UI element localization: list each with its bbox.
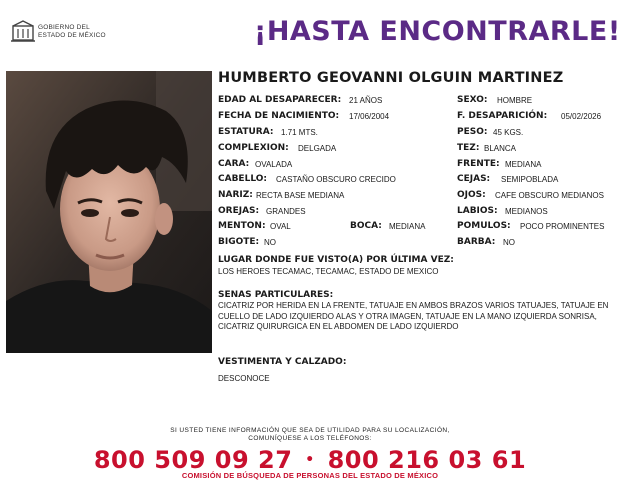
- phone-1[interactable]: 800 509 09 27: [93, 446, 293, 474]
- field-value: POCO PROMINENTES: [520, 222, 605, 231]
- field-label: OJOS:: [457, 190, 486, 200]
- field-orejas: [218, 206, 306, 216]
- field-estatura: [218, 127, 318, 137]
- field-value: NO: [264, 238, 276, 247]
- field-boca: [350, 221, 426, 231]
- person-name: HUMBERTO GEOVANNI OLGUIN MARTINEZ: [218, 70, 564, 86]
- field-labios: [457, 206, 548, 216]
- field-value: SEMIPOBLADA: [501, 175, 559, 184]
- field-value: GRANDES: [266, 207, 306, 216]
- phone-separator: •: [305, 452, 315, 468]
- field-edad: [218, 95, 383, 105]
- field-sexo: [457, 95, 533, 105]
- field-value: OVALADA: [255, 160, 293, 169]
- gov-line-2: ESTADO DE MÉXICO: [38, 32, 106, 39]
- field-tez: [457, 143, 517, 153]
- field-value: OVAL: [270, 222, 291, 231]
- marks-text: CICATRIZ POR HERIDA EN LA FRENTE, TATUAJE EN AMBOS BRAZOS VARIOS TATUAJES, TATUAJE EN CUELLO DE LADO IZQUIERDO ALAS Y OTRA IMAGEN, TATUAJE EN LA MANO IZQUIERDA SONRISA, CICATRIZ QUIRURGICA EN EL ABDOMEN DE LADO IZQUIERDO: [218, 301, 609, 331]
- field-label: FECHA DE NACIMIENTO:: [218, 111, 340, 121]
- field-label: CABELLO:: [218, 174, 267, 184]
- field-value: MEDIANA: [389, 222, 426, 231]
- field-label: NARIZ:: [218, 190, 253, 200]
- field-value: 45 KGS.: [493, 128, 524, 137]
- field-value: NO: [503, 238, 515, 247]
- field-nariz: [218, 190, 345, 200]
- field-label: PESO:: [457, 127, 488, 137]
- field-ojos: [457, 190, 604, 200]
- gov-line-1: GOBIERNO DEL: [38, 24, 90, 31]
- field-label: FRENTE:: [457, 159, 500, 169]
- field-label: ESTATURA:: [218, 127, 274, 137]
- government-logo: [10, 20, 120, 50]
- footer-note-line-1: SI USTED TIENE INFORMACIÓN QUE SEA DE UTILIDAD PARA SU LOCALIZACIÓN,: [170, 427, 450, 434]
- field-value: RECTA BASE MEDIANA: [256, 191, 345, 200]
- clothing-title: VESTIMENTA Y CALZADO:: [218, 357, 347, 367]
- field-value: 21 AÑOS: [349, 96, 383, 105]
- field-label: TEZ:: [457, 143, 480, 153]
- clothing-text: DESCONOCE: [218, 374, 270, 383]
- field-label: CEJAS:: [457, 174, 491, 184]
- last-seen-title: LUGAR DONDE FUE VISTO(A) POR ÚLTIMA VEZ:: [218, 255, 454, 265]
- field-label: SEXO:: [457, 95, 488, 105]
- field-value: CAFE OBSCURO MEDIANOS: [495, 191, 604, 200]
- phone-numbers: [0, 446, 620, 474]
- field-value: 1.71 MTS.: [281, 128, 318, 137]
- field-bigote: [218, 237, 276, 247]
- field-value: DELGADA: [298, 144, 337, 153]
- field-menton: [218, 221, 291, 231]
- field-value: HOMBRE: [497, 96, 533, 105]
- headline: ¡HASTA ENCONTRARLE!: [254, 16, 621, 47]
- field-peso: [457, 127, 524, 137]
- field-label: OREJAS:: [218, 206, 260, 216]
- field-value: MEDIANOS: [505, 207, 548, 216]
- photo-illustration: [6, 71, 212, 353]
- field-label: POMULOS:: [457, 221, 511, 231]
- last-seen-text: LOS HEROES TECAMAC, TECAMAC, ESTADO DE MEXICO: [218, 267, 439, 276]
- field-complexion: [218, 143, 337, 153]
- field-fecha-nacimiento: [218, 111, 390, 121]
- field-label: LABIOS:: [457, 206, 498, 216]
- field-frente: [457, 159, 542, 169]
- field-label: MENTON:: [218, 221, 266, 231]
- field-label: EDAD AL DESAPARECER:: [218, 95, 342, 105]
- state-emblem-icon: [10, 20, 36, 44]
- field-value: BLANCA: [484, 144, 517, 153]
- field-label: COMPLEXION:: [218, 143, 289, 153]
- commission-name: COMISIÓN DE BÚSQUEDA DE PERSONAS DEL ESTADO DE MÉXICO: [181, 471, 439, 480]
- field-value: CASTAÑO OBSCURO CRECIDO: [276, 175, 396, 184]
- field-barba: [457, 237, 515, 247]
- field-label: F. DESAPARICIÓN:: [457, 111, 548, 121]
- footer-note-line-2: COMUNÍQUESE A LOS TELÉFONOS:: [248, 435, 372, 442]
- field-cejas: [457, 174, 559, 184]
- marks-title: SENAS PARTICULARES:: [218, 290, 334, 300]
- field-value: 05/02/2026: [561, 112, 602, 121]
- field-pomulos: [457, 221, 605, 231]
- field-value: 17/06/2004: [349, 112, 390, 121]
- field-label: BIGOTE:: [218, 237, 260, 247]
- person-photo: [6, 71, 212, 353]
- phone-2[interactable]: 800 216 03 61: [327, 446, 527, 474]
- field-label: BARBA:: [457, 237, 496, 247]
- field-label: CARA:: [218, 159, 250, 169]
- field-fecha-desaparicion: [457, 111, 602, 121]
- field-cabello: [218, 174, 396, 184]
- field-label: BOCA:: [350, 221, 382, 231]
- field-value: MEDIANA: [505, 160, 542, 169]
- field-cara: [218, 159, 293, 169]
